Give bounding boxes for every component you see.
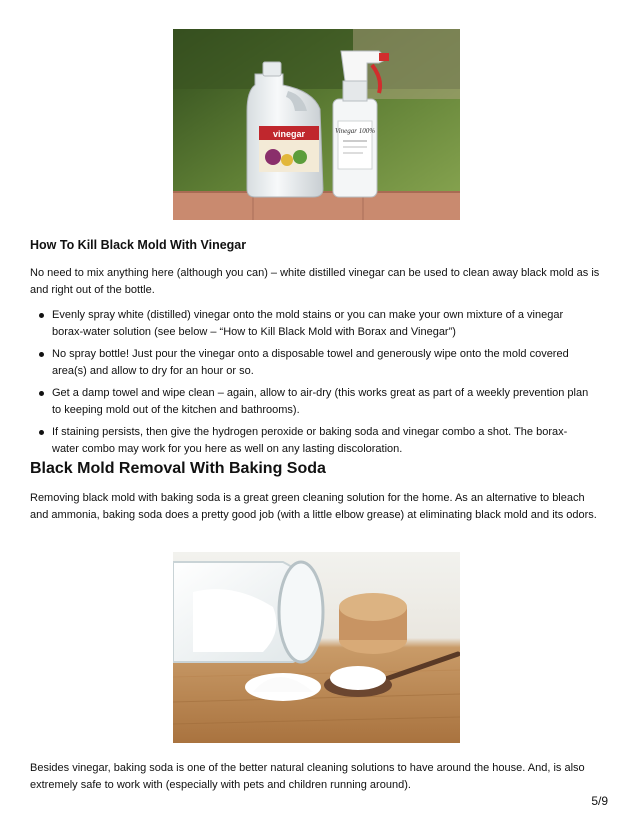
spray-label-text: Vinegar 100% [334,127,376,135]
vinegar-bottles-illustration [173,29,460,220]
list-item: Get a damp towel and wipe clean – again, allow to air-dry (this works great as part of a weekly prevention plan to keeping mold out of the kitchen and bathrooms). [30,385,590,419]
list-item: If staining persists, then give the hydrogen peroxide or baking soda and vinegar combo a shot. The borax-water combo may work for you here as well on any lasting discoloration. [30,424,590,458]
baking-soda-section-heading: Black Mold Removal With Baking Soda [30,460,326,477]
baking-soda-photo [173,552,460,743]
page-number: 5/9 [591,794,608,808]
baking-soda-illustration [173,552,460,743]
baking-soda-intro-paragraph: Removing black mold with baking soda is a great green cleaning solution for the home. As an alternative to bleach and ammonia, baking soda does a pretty good job (with a little elbow grease) at eliminating black mold and its odors. [30,492,597,521]
vinegar-bottles-photo [173,29,460,220]
vinegar-intro-paragraph: No need to mix anything here (although you can) – white distilled vinegar can be used to clean away black mold as is and right out of the bottle. [30,267,600,296]
list-item: No spray bottle! Just pour the vinegar onto a disposable towel and generously wipe onto the mold covered area(s) and allow to dry for an hour or so. [30,346,590,380]
baking-soda-closing-paragraph: Besides vinegar, baking soda is one of the better natural cleaning solutions to have around the house. And, is also extremely safe to work with (especially with pets and children running around). [30,762,585,791]
vinegar-section-heading: How To Kill Black Mold With Vinegar [30,238,247,252]
vinegar-steps-list [30,307,590,463]
list-item: Evenly spray white (distilled) vinegar onto the mold stains or you can make your own mixture of a vinegar borax-water solution (see below – “How to Kill Black Mold with Borax and Vinegar”) [30,307,590,341]
jug-label-text: vinegar [272,129,306,139]
